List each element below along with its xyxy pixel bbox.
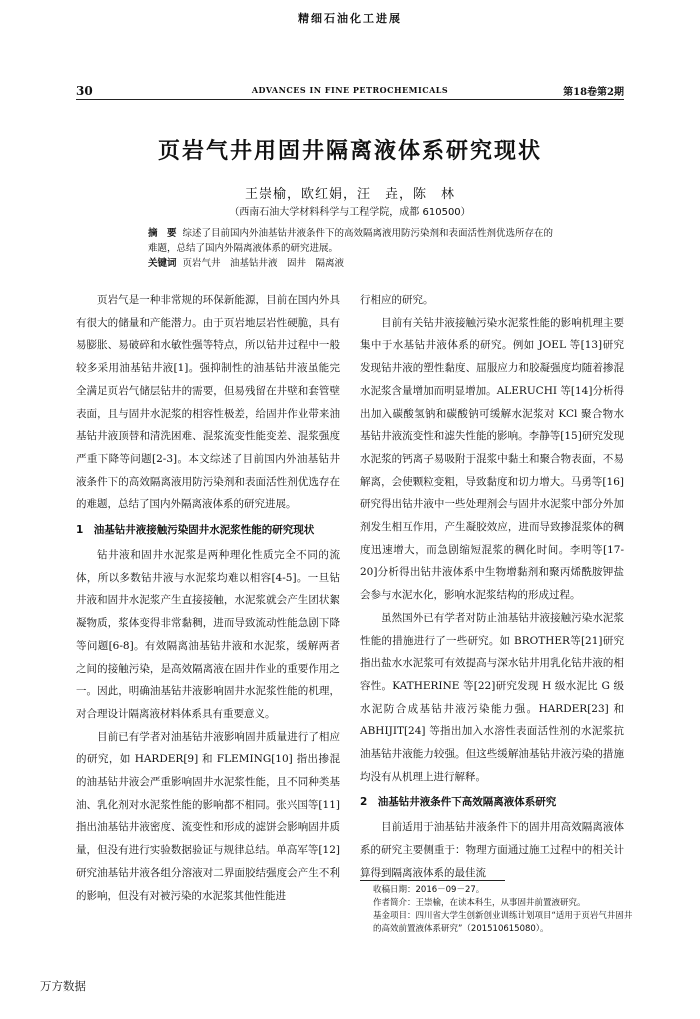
section-heading-2: 2 油基钻井液条件下高效隔离液体系研究 <box>360 796 557 809</box>
abstract-text: 综述了目前国内外油基钻井液条件下的高效隔离液用防污染剂和表面活性剂优选所存在的难题，总结了国内外隔离液体系的研究进展。 <box>148 228 554 254</box>
keywords-label: 关键词 <box>148 258 177 269</box>
paragraph: 虽然国外已有学者对防止油基钻井液接触污染水泥浆性能的措施进行了一些研究。如 BROTHER等[21]研究指出盐水水泥浆可有效提高与深水钻井用乳化钻井液的相容性。KATHERINE 等[22]研究发现 H 级水泥比 G 级水泥防合成基钻井液污染能力强。HARDER[23] 和 ABHIJIT[24] 等指出加入水溶性表面活性剂的水泥浆抗油基钻井液能力较强。但这些缓解油基钻井液污染的措施均没有从机理上进行解释。 <box>360 611 624 783</box>
article-title: 页岩气井用固井隔离液体系研究现状 <box>157 139 542 164</box>
footnote-received: 收稿日期：2016－09－27。 <box>373 885 485 895</box>
paragraph: 目前适用于油基钻井液条件下的固井用高效隔离液体系的研究主要侧重于：物理方面通过施工过程中的相关计算得到隔离液体系的最佳流 <box>360 821 624 879</box>
article-authors: 王崇榆，欧红娟，汪 垚，陈 林 <box>244 187 455 202</box>
journal-name-en: ADVANCES IN FINE PETROCHEMICALS <box>251 85 449 95</box>
paragraph: 行相应的研究。 <box>360 294 434 306</box>
volume-issue: 第18卷第2期 <box>563 87 624 98</box>
abstract-block <box>148 226 558 271</box>
body-left-column <box>76 289 340 907</box>
paragraph: 目前已有学者对油基钻井液影响固井质量进行了相应的研究，如 HARDER[9] 和 FLEMING[10] 指出掺混的油基钻井液会严重影响固井水泥浆性能，且不同种类基油、乳化剂对水泥浆性能的影响都不相同。张兴国等[11]指出油基钻井液密度、流变性和形成的滤饼会影响固井质量，但没有进行实验数据验证与规律总结。单高军等[12]研究油基钻井液各组分溶液对二界面胶结强度会产生不利的影响，但没有对被污染的水泥浆其他性能进 <box>76 730 340 902</box>
footnote-fund: 基金项目：四川省大学生创新创业训练计划项目“适用于页岩气井固井的高效前置液体系研究”（201510615080）。 <box>373 911 633 934</box>
keywords-text: 页岩气井 油基钻井液 固井 隔离液 <box>182 258 345 269</box>
header-rule <box>76 99 624 100</box>
journal-name-cn: 精细石油化工进展 <box>298 12 402 25</box>
keywords <box>148 256 558 271</box>
article-affiliation: （西南石油大学材料科学与工程学院，成都 610500） <box>229 207 471 218</box>
abstract-label: 摘 要 <box>148 228 177 239</box>
paragraph: 页岩气是一种非常规的环保新能源，目前在国内外具有很大的储量和产能潜力。由于页岩地层岩性硬脆，具有易膨胀、易破碎和水敏性强等特点，所以钻井过程中一般较多采用油基钻井液[1]。强抑制性的油基钻井液虽能完全满足页岩气储层钻井的需要，但易残留在井壁和套管壁表面，且与固井水泥浆的相容性极差，给固井作业带来油基钻井液顶替和清洗困难、混浆流变性能变差、混浆强度严重下降等问题[2-3]。本文综述了目前国内外油基钻井液条件下的高效隔离液用防污染剂和表面活性剂优选存在的难题，总结了国内外隔离液体系的研究进展。 <box>76 294 340 511</box>
footnote-author: 作者简介：王崇榆，在读本科生，从事固井前置液研究。 <box>373 898 586 908</box>
body-right-column <box>360 289 624 885</box>
abstract <box>148 226 558 256</box>
section-heading-1: 1 油基钻井液接触污染固井水泥浆性能的研究现状 <box>76 524 315 537</box>
paragraph: 目前有关钻井液接触污染水泥浆性能的影响机理主要集中于水基钻井液体系的研究。例如 JOEL 等[13]研究发现钻井液的塑性黏度、屈服应力和胶凝强度均随着掺混水泥浆含量增加而明显增加。ALERUCHI 等[14]分析得出加入碳酸氢钠和碳酸钠可缓解水泥浆对 KCl 聚合物水基钻井液流变性和滤失性能的影响。李静等[15]研究发现水泥浆的钙离子易吸附于混浆中黏土和聚合物表面，不易解离，会使颗粒变粗，导致黏度和切力增大。马勇等[16]研究得出钻井液中一些处理剂会与固井水泥浆中部分外加剂发生相互作用，产生凝胶效应，进而导致掺混浆体的稠度迅速增大，而急剧缩短混浆的稠化时间。李明等[17-20]分析得出钻井液体系中生物增黏剂和聚丙烯酰胺钾盐会参与水泥水化，影响水泥浆结构的形成过程。 <box>360 316 624 602</box>
paragraph: 钻井液和固井水泥浆是两种理化性质完全不同的流体，所以多数钻井液与水泥浆均难以相容[4-5]。一旦钻井液和固井水泥浆产生直接接触，水泥浆就会产生团状絮凝物质，浆体变得非常黏稠，进而导致流动性能急剧下降等问题[6-8]。有效隔离油基钻井液和水泥浆，缓解两者之间的接触污染，是高效隔离液在固井作业的重要作用之一。因此，明确油基钻井液影响固井水泥浆性能的机理，对合理设计隔离液材料体系具有重要意义。 <box>76 549 340 720</box>
page-number: 30 <box>76 84 93 98</box>
footnote <box>373 884 637 936</box>
footnote-rule <box>360 880 505 881</box>
watermark: 万方数据 <box>40 979 86 993</box>
